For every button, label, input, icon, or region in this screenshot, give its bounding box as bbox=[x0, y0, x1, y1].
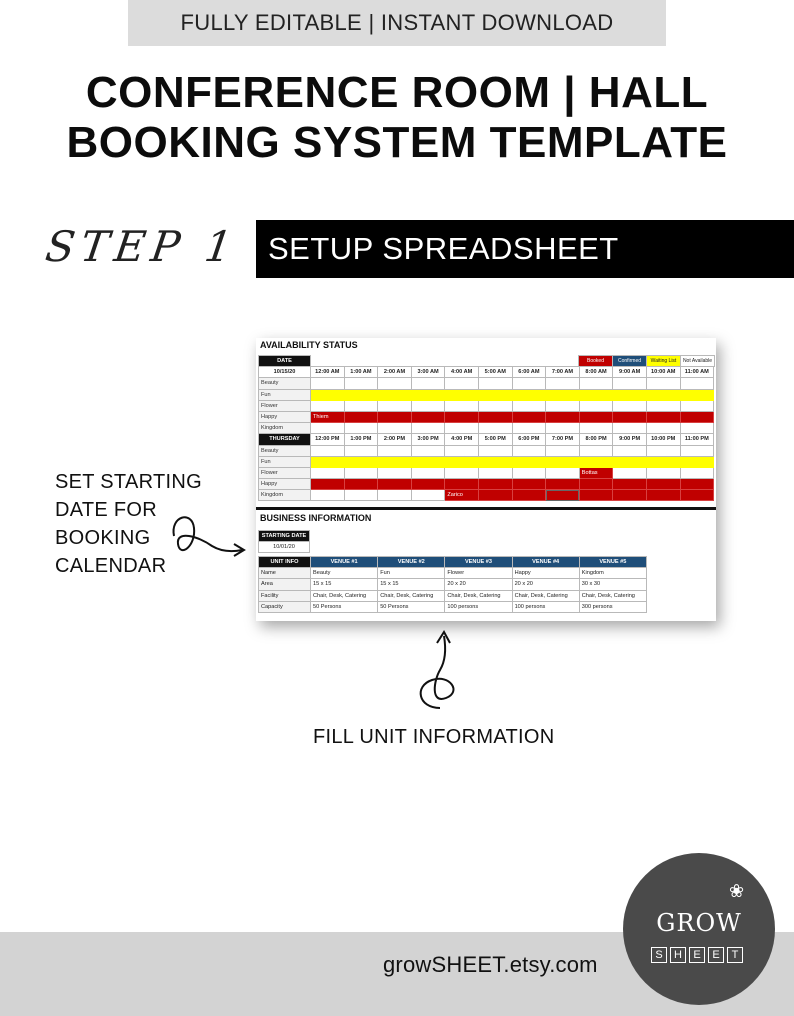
unit-row bbox=[259, 590, 647, 601]
room-name: Kingdom bbox=[259, 490, 311, 501]
time-header: 3:00 PM bbox=[411, 434, 445, 445]
unit-cell[interactable]: Chair, Desk, Catering bbox=[579, 590, 646, 601]
room-name: Flower bbox=[259, 400, 311, 411]
pm-row-fun bbox=[259, 456, 714, 467]
am-row-flower bbox=[259, 400, 714, 411]
unit-cell[interactable]: 20 x 20 bbox=[445, 579, 512, 590]
legend-waiting: Waiting List bbox=[647, 356, 681, 367]
unit-cell[interactable]: 15 x 15 bbox=[378, 579, 445, 590]
time-header: 5:00 PM bbox=[478, 434, 512, 445]
logo-grow-text: GROW bbox=[656, 909, 742, 937]
unit-cell[interactable]: Flower bbox=[445, 568, 512, 579]
unit-cell[interactable]: Chair, Desk, Catering bbox=[378, 590, 445, 601]
unit-cell[interactable]: 50 Persons bbox=[311, 601, 378, 612]
time-header: 12:00 PM bbox=[311, 434, 345, 445]
logo-letter: E bbox=[689, 947, 705, 963]
logo-letter: H bbox=[670, 947, 686, 963]
room-name: Beauty bbox=[259, 378, 311, 389]
page-title bbox=[0, 68, 794, 168]
unit-row-label: Facility bbox=[259, 590, 311, 601]
time-header: 3:00 AM bbox=[411, 367, 445, 378]
pm-time-row bbox=[259, 434, 714, 445]
note-line: CALENDAR bbox=[55, 555, 167, 577]
time-header: 2:00 AM bbox=[378, 367, 412, 378]
step-bar bbox=[256, 220, 794, 278]
unit-cell[interactable]: Beauty bbox=[311, 568, 378, 579]
am-row-kingdom bbox=[259, 423, 714, 434]
unit-cell[interactable]: Chair, Desk, Catering bbox=[512, 590, 579, 601]
starting-date-value[interactable]: 10/01/20 bbox=[259, 542, 310, 553]
room-name: Happy bbox=[259, 479, 311, 490]
unit-cell[interactable]: 15 x 15 bbox=[311, 579, 378, 590]
legend-not-available: Not Available bbox=[681, 356, 715, 367]
time-header: 1:00 PM bbox=[344, 434, 378, 445]
time-header: 9:00 AM bbox=[613, 367, 647, 378]
starting-date-label: STARTING DATE bbox=[259, 531, 310, 542]
unit-row bbox=[259, 579, 647, 590]
time-header: 11:00 AM bbox=[680, 367, 714, 378]
booking-cell: Thiem bbox=[311, 411, 345, 422]
note-line: SET STARTING bbox=[55, 471, 202, 493]
starting-date-box bbox=[258, 530, 310, 553]
title-line-1: CONFERENCE ROOM | HALL bbox=[85, 68, 709, 117]
legend-booked: Booked bbox=[579, 356, 613, 367]
time-header: 1:00 AM bbox=[344, 367, 378, 378]
unit-cell[interactable]: 100 persons bbox=[445, 601, 512, 612]
venue-header: VENUE #3 bbox=[445, 557, 512, 568]
room-name: Flower bbox=[259, 467, 311, 478]
time-header: 4:00 PM bbox=[445, 434, 479, 445]
unit-info-table bbox=[258, 556, 647, 613]
room-name: Fun bbox=[259, 389, 311, 400]
flower-icon: ❀ bbox=[729, 881, 745, 901]
time-header: 6:00 AM bbox=[512, 367, 546, 378]
logo-letter: S bbox=[651, 947, 667, 963]
room-name: Happy bbox=[259, 411, 311, 422]
unit-cell[interactable]: 30 x 30 bbox=[579, 579, 646, 590]
time-header: 6:00 PM bbox=[512, 434, 546, 445]
venue-header: VENUE #4 bbox=[512, 557, 579, 568]
time-header: 7:00 AM bbox=[546, 367, 580, 378]
logo-letter: E bbox=[708, 947, 724, 963]
logo-sheet-letters bbox=[651, 947, 743, 963]
time-header: 8:00 PM bbox=[579, 434, 613, 445]
banner-text: FULLY EDITABLE | INSTANT DOWNLOAD bbox=[180, 10, 614, 35]
date-label: DATE bbox=[259, 356, 311, 367]
unit-cell[interactable]: 50 Persons bbox=[378, 601, 445, 612]
logo-letter: T bbox=[727, 947, 743, 963]
venue-header: VENUE #5 bbox=[579, 557, 646, 568]
am-time-row bbox=[259, 367, 714, 378]
date-value: 10/15/20 bbox=[259, 367, 311, 378]
note-unit-info: FILL UNIT INFORMATION bbox=[313, 726, 555, 748]
time-header: 10:00 PM bbox=[646, 434, 680, 445]
time-header: 11:00 PM bbox=[680, 434, 714, 445]
note-line: DATE FOR bbox=[55, 499, 158, 521]
unit-cell[interactable]: 300 persons bbox=[579, 601, 646, 612]
pm-row-happy bbox=[259, 479, 714, 490]
business-title: BUSINESS INFORMATION bbox=[260, 513, 372, 523]
unit-cell[interactable]: Chair, Desk, Catering bbox=[445, 590, 512, 601]
unit-info-label: UNIT INFO bbox=[259, 557, 311, 568]
pm-row-flower bbox=[259, 467, 714, 478]
shop-url[interactable]: growSHEET.etsy.com bbox=[383, 952, 598, 977]
room-name: Fun bbox=[259, 456, 311, 467]
time-header: 9:00 PM bbox=[613, 434, 647, 445]
time-header: 5:00 AM bbox=[478, 367, 512, 378]
unit-cell[interactable]: 100 persons bbox=[512, 601, 579, 612]
step-bar-label: SETUP SPREADSHEET bbox=[268, 231, 619, 266]
curly-arrow-right-icon bbox=[168, 506, 252, 566]
room-name: Kingdom bbox=[259, 423, 311, 434]
time-header: 8:00 AM bbox=[579, 367, 613, 378]
unit-row-label: Capacity bbox=[259, 601, 311, 612]
time-header: 7:00 PM bbox=[546, 434, 580, 445]
time-header: 12:00 AM bbox=[311, 367, 345, 378]
unit-row-label: Area bbox=[259, 579, 311, 590]
curly-arrow-up-icon bbox=[410, 628, 470, 712]
unit-cell[interactable]: 20 x 20 bbox=[512, 579, 579, 590]
unit-row bbox=[259, 568, 647, 579]
room-name: Beauty bbox=[259, 445, 311, 456]
day-label: THURSDAY bbox=[259, 434, 311, 445]
legend-confirmed: Confirmed bbox=[613, 356, 647, 367]
note-line: BOOKING bbox=[55, 527, 151, 549]
unit-cell[interactable]: Kingdom bbox=[579, 568, 646, 579]
venue-header: VENUE #1 bbox=[311, 557, 378, 568]
booking-cell: Zarico bbox=[445, 490, 479, 501]
step-script-label: STEP 1 bbox=[42, 222, 242, 271]
booking-cell: Bottas bbox=[579, 467, 613, 478]
section-divider bbox=[256, 507, 716, 510]
venue-header: VENUE #2 bbox=[378, 557, 445, 568]
unit-row bbox=[259, 601, 647, 612]
unit-cell[interactable]: Happy bbox=[512, 568, 579, 579]
time-header: 10:00 AM bbox=[646, 367, 680, 378]
am-row-fun bbox=[259, 389, 714, 400]
growsheet-logo bbox=[623, 853, 775, 1005]
top-banner bbox=[128, 0, 666, 46]
title-line-2: BOOKING SYSTEM TEMPLATE bbox=[66, 118, 728, 167]
unit-row-label: Name bbox=[259, 568, 311, 579]
pm-row-kingdom bbox=[259, 490, 714, 501]
unit-cell[interactable]: Fun bbox=[378, 568, 445, 579]
availability-title: AVAILABILITY STATUS bbox=[260, 340, 358, 350]
time-header: 2:00 PM bbox=[378, 434, 412, 445]
am-row-happy bbox=[259, 411, 714, 422]
availability-grid bbox=[258, 355, 714, 501]
am-row-beauty bbox=[259, 378, 714, 389]
time-header: 4:00 AM bbox=[445, 367, 479, 378]
unit-cell[interactable]: Chair, Desk, Catering bbox=[311, 590, 378, 601]
spreadsheet-preview bbox=[256, 338, 716, 621]
pm-row-beauty bbox=[259, 445, 714, 456]
